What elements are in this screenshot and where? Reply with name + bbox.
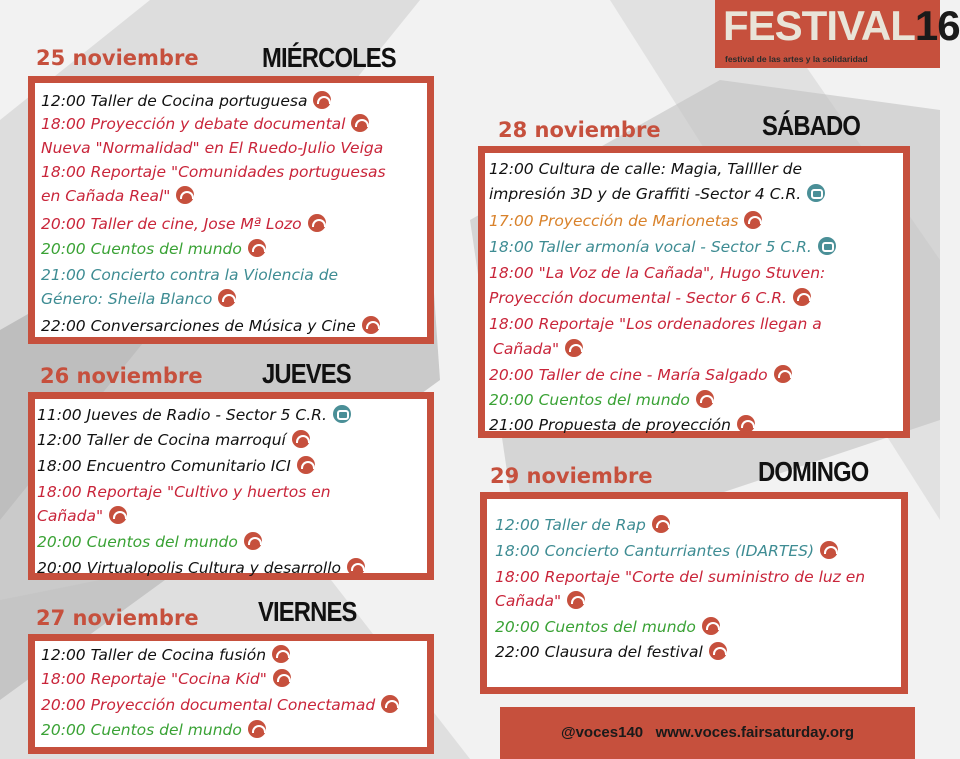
schedule-entry-continued: Proyección documental - Sector 6 C.R. [489, 288, 811, 308]
tv-icon [818, 237, 836, 255]
schedule-entry: 20:00 Cuentos del mundo [37, 532, 262, 552]
schedule-entry-continued: Género: Sheila Blanco [41, 289, 236, 309]
footer-banner: @voces140 www.voces.fairsaturday.org [500, 707, 915, 759]
radio-icon [652, 515, 670, 533]
schedule-entry: 18:00 Taller armonía vocal - Sector 5 C.R. [489, 237, 836, 257]
radio-icon [109, 506, 127, 524]
schedule-entry: 20:00 Taller de cine - María Salgado [489, 365, 792, 385]
festival-logo [715, 0, 960, 68]
radio-icon [292, 430, 310, 448]
day-schedule-box [28, 634, 434, 754]
schedule-entry: 20:00 Cuentos del mundo [41, 239, 266, 259]
schedule-entry: 11:00 Jueves de Radio - Sector 5 C.R. [37, 405, 351, 425]
schedule-entry: 20:00 Virtualopolis Cultura y desarrollo [37, 558, 365, 578]
day-schedule-box [480, 492, 908, 694]
radio-icon [308, 214, 326, 232]
radio-icon [351, 114, 369, 132]
day-weekday: DOMINGO [758, 456, 869, 487]
schedule-entry: 12:00 Taller de Cocina fusión [41, 645, 290, 665]
schedule-entry: 22:00 Clausura del festival [495, 642, 727, 662]
radio-icon [702, 617, 720, 635]
radio-icon [709, 642, 727, 660]
radio-icon [381, 695, 399, 713]
schedule-entry: 12:00 Cultura de calle: Magia, Tallller de [489, 160, 803, 178]
radio-icon [565, 339, 583, 357]
schedule-entry-continued: Cañada" [37, 506, 127, 526]
radio-icon [248, 239, 266, 257]
schedule-entry: 18:00 Encuentro Comunitario ICI [37, 456, 315, 476]
radio-icon [313, 91, 331, 109]
logo-subtitle: festival de las artes y la solidaridad [725, 54, 868, 64]
schedule-entry: 20:00 Cuentos del mundo [489, 390, 714, 410]
tv-icon [807, 184, 825, 202]
schedule-entry: 18:00 Reportaje "Cocina Kid" [41, 669, 291, 689]
schedule-entry: 20:00 Taller de cine, Jose Mª Lozo [41, 214, 326, 234]
radio-icon [218, 289, 236, 307]
radio-icon [696, 390, 714, 408]
radio-icon [362, 316, 380, 334]
schedule-entry: 21:00 Concierto contra la Violencia de [41, 266, 339, 284]
schedule-entry-continued: impresión 3D y de Graffiti -Sector 4 C.R. [489, 184, 825, 204]
schedule-entry-continued: Cañada" [495, 591, 585, 611]
schedule-entry: 18:00 Proyección y debate documental [41, 114, 369, 134]
day-weekday: MIÉRCOLES [262, 42, 396, 73]
radio-icon [297, 456, 315, 474]
radio-icon [176, 186, 194, 204]
day-date: 26 noviembre [40, 364, 203, 388]
schedule-entry: 12:00 Taller de Cocina marroquí [37, 430, 310, 450]
schedule-entry: 20:00 Cuentos del mundo [41, 720, 266, 740]
schedule-entry: 20:00 Proyección documental Conectamad [41, 695, 399, 715]
day-weekday: VIERNES [258, 596, 357, 627]
radio-icon [820, 541, 838, 559]
radio-icon [244, 532, 262, 550]
logo-title: FESTIVAL16 [723, 2, 960, 49]
schedule-entry: 20:00 Cuentos del mundo [495, 617, 720, 637]
day-date: 28 noviembre [498, 118, 661, 142]
schedule-entry: 21:00 Propuesta de proyección [489, 415, 755, 435]
schedule-entry: 17:00 Proyección de Marionetas [489, 211, 762, 231]
radio-icon [272, 645, 290, 663]
radio-icon [737, 415, 755, 433]
schedule-entry: 18:00 Concierto Canturriantes (IDARTES) [495, 541, 838, 561]
schedule-entry-continued: Cañada" [493, 339, 583, 359]
schedule-entry: 12:00 Taller de Rap [495, 515, 670, 535]
radio-icon [793, 288, 811, 306]
schedule-entry-continued: Nueva "Normalidad" en El Ruedo-Julio Veiga [41, 139, 384, 157]
schedule-entry: 18:00 Reportaje "Cultivo y huertos en [37, 483, 331, 501]
day-date: 29 noviembre [490, 464, 653, 488]
day-weekday: JUEVES [262, 358, 351, 389]
schedule-entry-continued: en Cañada Real" [41, 186, 194, 206]
radio-icon [567, 591, 585, 609]
tv-icon [333, 405, 351, 423]
radio-icon [248, 720, 266, 738]
radio-icon [774, 365, 792, 383]
radio-icon [273, 669, 291, 687]
day-schedule-box [28, 392, 434, 580]
radio-icon [744, 211, 762, 229]
radio-icon [347, 558, 365, 576]
schedule-entry: 18:00 Reportaje "Corte del suministro de luz en [495, 568, 866, 586]
schedule-entry: 18:00 "La Voz de la Cañada", Hugo Stuven: [489, 264, 826, 282]
day-schedule-box [478, 146, 910, 438]
schedule-entry: 22:00 Conversarciones de Música y Cine [41, 316, 380, 336]
day-date: 27 noviembre [36, 606, 199, 630]
schedule-entry: 12:00 Taller de Cocina portuguesa [41, 91, 331, 111]
schedule-entry: 18:00 Reportaje "Los ordenadores llegan a [489, 315, 822, 333]
schedule-entry: 18:00 Reportaje "Comunidades portuguesas [41, 163, 386, 181]
day-date: 25 noviembre [36, 46, 199, 70]
day-schedule-box [28, 76, 434, 344]
day-weekday: SÁBADO [762, 110, 861, 141]
